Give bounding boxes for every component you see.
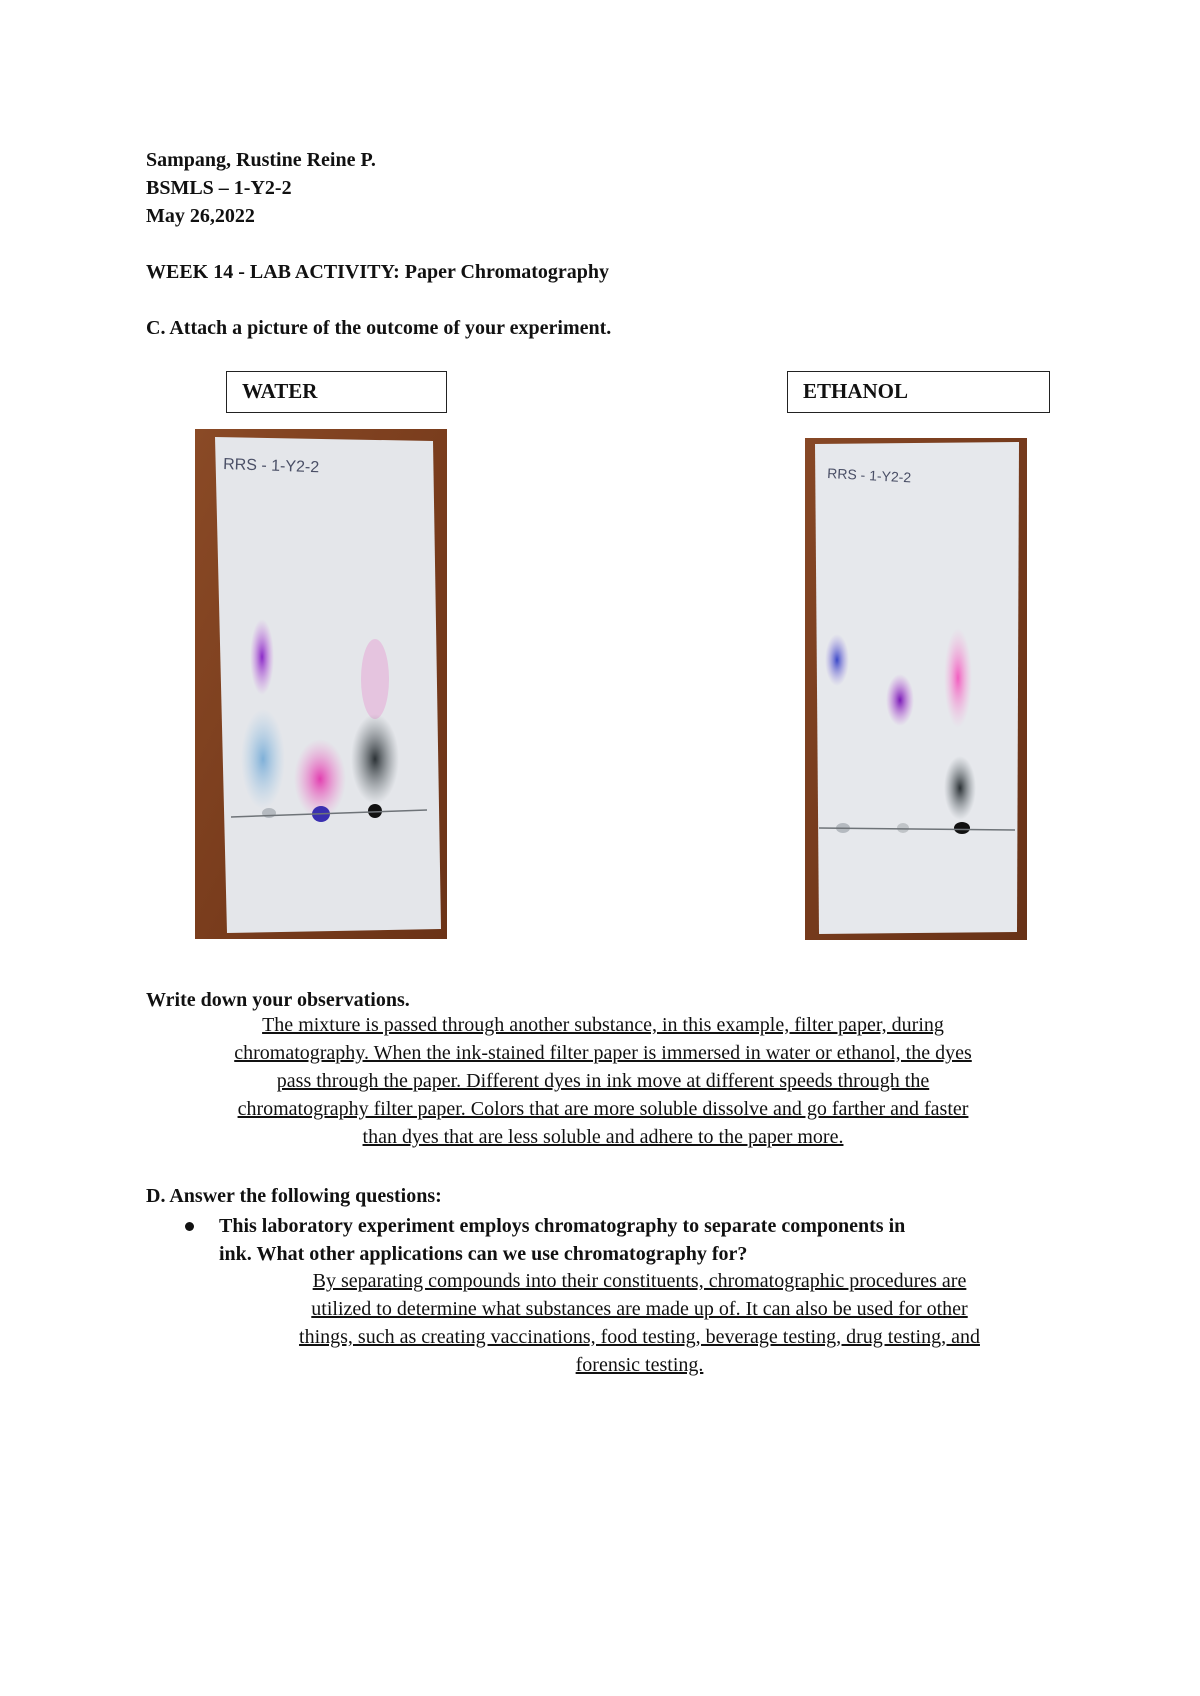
section-c-heading: C. Attach a picture of the outcome of your experiment. — [146, 317, 612, 339]
student-name: Sampang, Rustine Reine P. — [146, 149, 376, 171]
question-line: ink. What other applications can we use chromatography for? — [219, 1243, 748, 1265]
blue-dye-spot — [825, 634, 849, 686]
observation-line: pass through the paper. Different dyes in ink move at different speeds through the — [276, 1070, 930, 1092]
purple-dye-spot — [886, 674, 914, 726]
filter-paper-strip — [815, 442, 1019, 934]
observations-text — [146, 1011, 1060, 1151]
ethanol-chromatogram-image — [805, 438, 1027, 940]
student-section: BSMLS – 1-Y2-2 — [146, 177, 292, 199]
water-chromatogram-photo — [195, 429, 447, 939]
black-origin-spot — [954, 822, 970, 834]
answer-line: By separating compounds into their constituents, chromatographic procedures are — [312, 1270, 967, 1292]
water-chromatogram-image — [195, 429, 447, 939]
observation-line: than dyes that are less soluble and adhere to the paper more. — [362, 1126, 844, 1148]
pink-trail — [361, 639, 389, 719]
pink-dye-spot — [944, 628, 972, 728]
water-label: WATER — [226, 371, 447, 413]
strip-label: RRS - 1-Y2-2 — [222, 456, 320, 477]
answer-line: forensic testing. — [575, 1354, 704, 1376]
submission-date: May 26,2022 — [146, 205, 255, 227]
observations-heading: Write down your observations. — [146, 989, 410, 1011]
ethanol-label: ETHANOL — [787, 371, 1050, 413]
black-dye-spot — [944, 756, 976, 820]
purple-dye-spot — [250, 619, 274, 695]
question-line: This laboratory experiment employs chromatography to separate components in — [219, 1215, 906, 1237]
black-dye-spot — [351, 714, 399, 804]
answer-text — [219, 1267, 1060, 1379]
section-d-heading: D. Answer the following questions: — [146, 1185, 442, 1207]
origin-dot — [897, 823, 909, 833]
observation-line: chromatography. When the ink-stained filter paper is immersed in water or ethanol, the dyes — [234, 1042, 972, 1064]
question-text — [219, 1212, 905, 1268]
blue-dye-spot — [241, 709, 285, 809]
observation-line: The mixture is passed through another substance, in this example, filter paper, during — [262, 1014, 944, 1036]
strip-label: RRS - 1-Y2-2 — [826, 465, 912, 486]
activity-title: WEEK 14 - LAB ACTIVITY: Paper Chromatography — [146, 261, 610, 283]
ethanol-chromatogram-photo — [805, 438, 1027, 940]
answer-line: utilized to determine what substances are made up of. It can also be used for other — [311, 1298, 968, 1320]
observation-line: chromatography filter paper. Colors that are more soluble dissolve and go farther and faster — [237, 1098, 969, 1120]
answer-line: things, such as creating vaccinations, food testing, beverage testing, drug testing, and — [299, 1326, 980, 1348]
bullet-icon — [185, 1222, 194, 1231]
filter-paper-strip — [215, 437, 441, 933]
